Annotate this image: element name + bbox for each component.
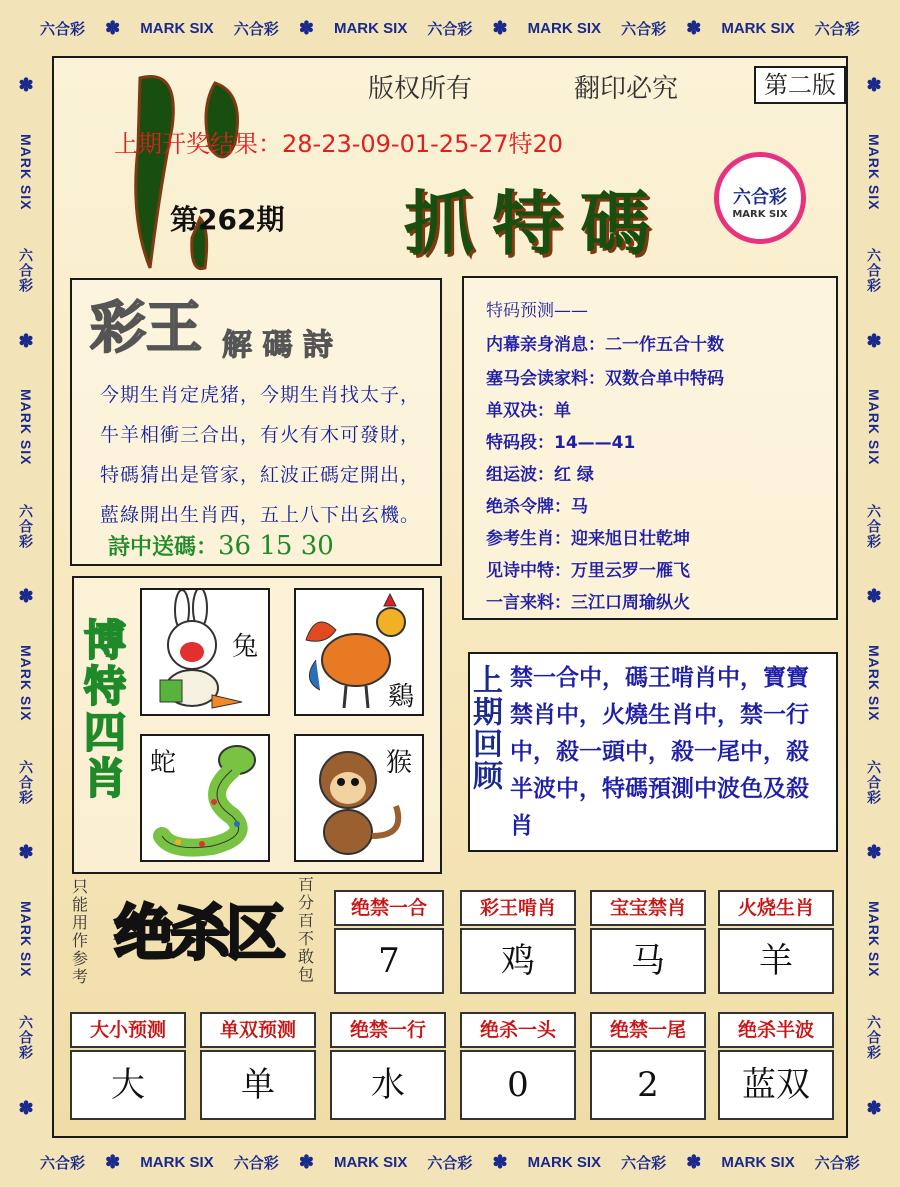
flower-icon: ✽ bbox=[492, 17, 508, 38]
cell-value: 蓝双 bbox=[718, 1050, 834, 1120]
brand-en: MARK SIX bbox=[866, 901, 882, 978]
poem-line: 今期生肖定虎猪，今期生肖找太子， bbox=[100, 384, 421, 406]
poem-send-label: 詩中送碼： bbox=[108, 535, 219, 560]
brand-cn: 六合彩 bbox=[866, 1015, 882, 1061]
poem-line: 牛羊相衝三合出，有火有木可發財， bbox=[100, 424, 421, 446]
flower-icon: ✽ bbox=[105, 1152, 121, 1172]
kill-zone-left-note: 只能用作参考 bbox=[72, 877, 89, 986]
four-zodiac-box bbox=[72, 576, 442, 874]
animal-label: 蛇 bbox=[150, 748, 177, 778]
poem-title-big: 彩王 bbox=[90, 295, 202, 361]
brand-en: MARK SIX bbox=[140, 1154, 214, 1171]
cell-value: 7 bbox=[334, 928, 444, 994]
border-top bbox=[0, 0, 900, 56]
brand-en: MARK SIX bbox=[18, 389, 34, 466]
brand-cn: 六合彩 bbox=[866, 759, 882, 805]
brand-cn: 六合彩 bbox=[18, 503, 34, 549]
cell-value: 2 bbox=[590, 1050, 706, 1120]
brand-cn: 六合彩 bbox=[866, 503, 882, 549]
poem-title-small: 解 碼 詩 bbox=[222, 328, 333, 363]
border-bottom bbox=[0, 1138, 900, 1187]
brand-cn: 六合彩 bbox=[18, 247, 34, 293]
cell-head: 宝宝禁肖 bbox=[590, 890, 706, 926]
cell-value: 鸡 bbox=[460, 928, 576, 994]
cell-value: 水 bbox=[330, 1050, 446, 1120]
logo-cn: 六合彩 bbox=[733, 187, 787, 208]
brand-en: MARK SIX bbox=[527, 19, 602, 37]
prediction-line: 参考生肖：迎来旭日壮乾坤 bbox=[486, 529, 690, 549]
brand-cn: 六合彩 bbox=[233, 20, 279, 38]
animal-card-snake bbox=[140, 734, 270, 862]
prediction-line: 单双决：单 bbox=[486, 401, 571, 421]
flower-icon: ✽ bbox=[18, 1098, 34, 1119]
prediction-line: 特码预测—— bbox=[486, 301, 588, 321]
animal-label: 鷄 bbox=[387, 682, 414, 712]
kill-zone-right-note: 百分百不敢包 bbox=[298, 875, 315, 984]
page-title: 抓特碼 bbox=[404, 182, 668, 265]
flower-icon: ✽ bbox=[866, 1098, 882, 1119]
flower-icon: ✽ bbox=[866, 330, 882, 351]
prediction-line: 内幕亲身消息：二一作五合十数 bbox=[486, 335, 724, 355]
flower-icon: ✽ bbox=[18, 74, 34, 95]
animal-card-monkey bbox=[294, 734, 424, 862]
four-zodiac-title: 博特四肖 bbox=[78, 618, 127, 802]
brand-cn: 六合彩 bbox=[621, 1155, 667, 1172]
prediction-line: 一言来料：三江口周瑜纵火 bbox=[486, 593, 690, 613]
mark-six-logo bbox=[714, 152, 806, 244]
prediction-line: 特码段：14——41 bbox=[486, 433, 636, 453]
cell-value: 大 bbox=[70, 1050, 186, 1120]
prediction-box bbox=[462, 276, 838, 620]
cell-head: 绝杀一头 bbox=[460, 1012, 576, 1048]
brand-en: MARK SIX bbox=[866, 645, 882, 722]
flower-icon: ✽ bbox=[686, 1152, 702, 1172]
brand-cn: 六合彩 bbox=[866, 247, 882, 293]
border-left bbox=[0, 56, 52, 1138]
flower-icon: ✽ bbox=[298, 17, 314, 38]
border-right bbox=[848, 56, 900, 1138]
cell-head: 绝禁一行 bbox=[330, 1012, 446, 1048]
flower-icon: ✽ bbox=[866, 842, 882, 863]
prediction-line: 绝杀令牌：马 bbox=[486, 497, 588, 517]
flower-icon: ✽ bbox=[492, 1152, 508, 1172]
brand-en: MARK SIX bbox=[333, 1154, 408, 1171]
no-copy-text: 翻印必究 bbox=[574, 74, 679, 104]
cell-value: 单 bbox=[200, 1050, 316, 1120]
cell-head: 单双预测 bbox=[200, 1012, 316, 1048]
cell-value: 羊 bbox=[718, 928, 834, 994]
cell-head: 火烧生肖 bbox=[718, 890, 834, 926]
flower-icon: ✽ bbox=[298, 1152, 314, 1172]
poem-send bbox=[108, 530, 334, 561]
flower-icon: ✽ bbox=[18, 842, 34, 863]
brand-en: MARK SIX bbox=[333, 19, 408, 37]
flower-icon: ✽ bbox=[105, 17, 121, 38]
brand-cn: 六合彩 bbox=[427, 20, 473, 38]
copyright-text: 版权所有 bbox=[368, 74, 473, 104]
review-text: 禁一合中，碼王啃肖中，寶寶禁肖中，火燒生肖中，禁一行中，殺一頭中，殺一尾中，殺半波中，特碼預測中波色及殺肖 bbox=[510, 665, 809, 839]
poem-send-numbers: 36 15 30 bbox=[218, 531, 334, 561]
brand-en: MARK SIX bbox=[866, 133, 882, 211]
cell-head: 绝禁一尾 bbox=[590, 1012, 706, 1048]
brand-cn: 六合彩 bbox=[18, 759, 34, 805]
cell-head: 大小预测 bbox=[70, 1012, 186, 1048]
brand-cn: 六合彩 bbox=[814, 20, 860, 38]
logo-swoosh-icon bbox=[120, 68, 250, 288]
animal-card-rooster bbox=[294, 588, 424, 716]
flower-icon: ✽ bbox=[18, 586, 34, 607]
brand-en: MARK SIX bbox=[721, 19, 795, 37]
poem-line: 藍綠開出生肖西，五上八下出玄機。 bbox=[100, 504, 421, 526]
review-box bbox=[468, 652, 838, 852]
main-panel bbox=[52, 56, 848, 1138]
brand-cn: 六合彩 bbox=[40, 1155, 86, 1172]
poem-line: 特碼猜出是管家，紅波正碼定開出， bbox=[100, 464, 421, 486]
brand-cn: 六合彩 bbox=[427, 1155, 473, 1172]
cell-value: 0 bbox=[460, 1050, 576, 1120]
flower-icon: ✽ bbox=[18, 330, 34, 351]
brand-en: MARK SIX bbox=[527, 1154, 602, 1171]
brand-cn: 六合彩 bbox=[18, 1015, 34, 1061]
animal-label: 猴 bbox=[385, 748, 412, 778]
review-title: 上期回顾 bbox=[467, 664, 502, 792]
brand-cn: 六合彩 bbox=[233, 1155, 279, 1172]
brand-en: MARK SIX bbox=[721, 1154, 795, 1171]
brand-en: MARK SIX bbox=[18, 645, 34, 722]
poem-box bbox=[70, 278, 442, 566]
prediction-line: 塞马会读家料：双数合单中特码 bbox=[486, 369, 724, 389]
brand-en: MARK SIX bbox=[18, 901, 34, 978]
brand-en: MARK SIX bbox=[866, 389, 882, 466]
cell-head: 绝杀半波 bbox=[718, 1012, 834, 1048]
prediction-line: 见诗中特：万里云罗一雁飞 bbox=[486, 561, 690, 581]
brand-cn: 六合彩 bbox=[621, 20, 667, 38]
issue-number: 第262期 bbox=[170, 203, 285, 236]
last-result: 上期开奖结果：28-23-09-01-25-27特20 bbox=[114, 130, 564, 158]
flower-icon: ✽ bbox=[866, 74, 882, 95]
cell-value: 马 bbox=[590, 928, 706, 994]
prediction-line: 组运波：红 绿 bbox=[486, 465, 594, 485]
kill-zone-title: 绝杀区 bbox=[114, 899, 282, 969]
brand-cn: 六合彩 bbox=[814, 1155, 860, 1172]
edition-badge: 第二版 bbox=[754, 66, 846, 104]
cell-head: 彩王啃肖 bbox=[460, 890, 576, 926]
animal-card-rabbit bbox=[140, 588, 270, 716]
flower-icon: ✽ bbox=[686, 17, 702, 38]
logo-en: MARK SIX bbox=[732, 209, 788, 220]
brand-en: MARK SIX bbox=[140, 19, 214, 37]
flower-icon: ✽ bbox=[866, 586, 882, 607]
animal-label: 兔 bbox=[231, 632, 258, 662]
cell-head: 绝禁一合 bbox=[334, 890, 444, 926]
brand-cn: 六合彩 bbox=[40, 20, 86, 38]
brand-en: MARK SIX bbox=[18, 133, 34, 211]
